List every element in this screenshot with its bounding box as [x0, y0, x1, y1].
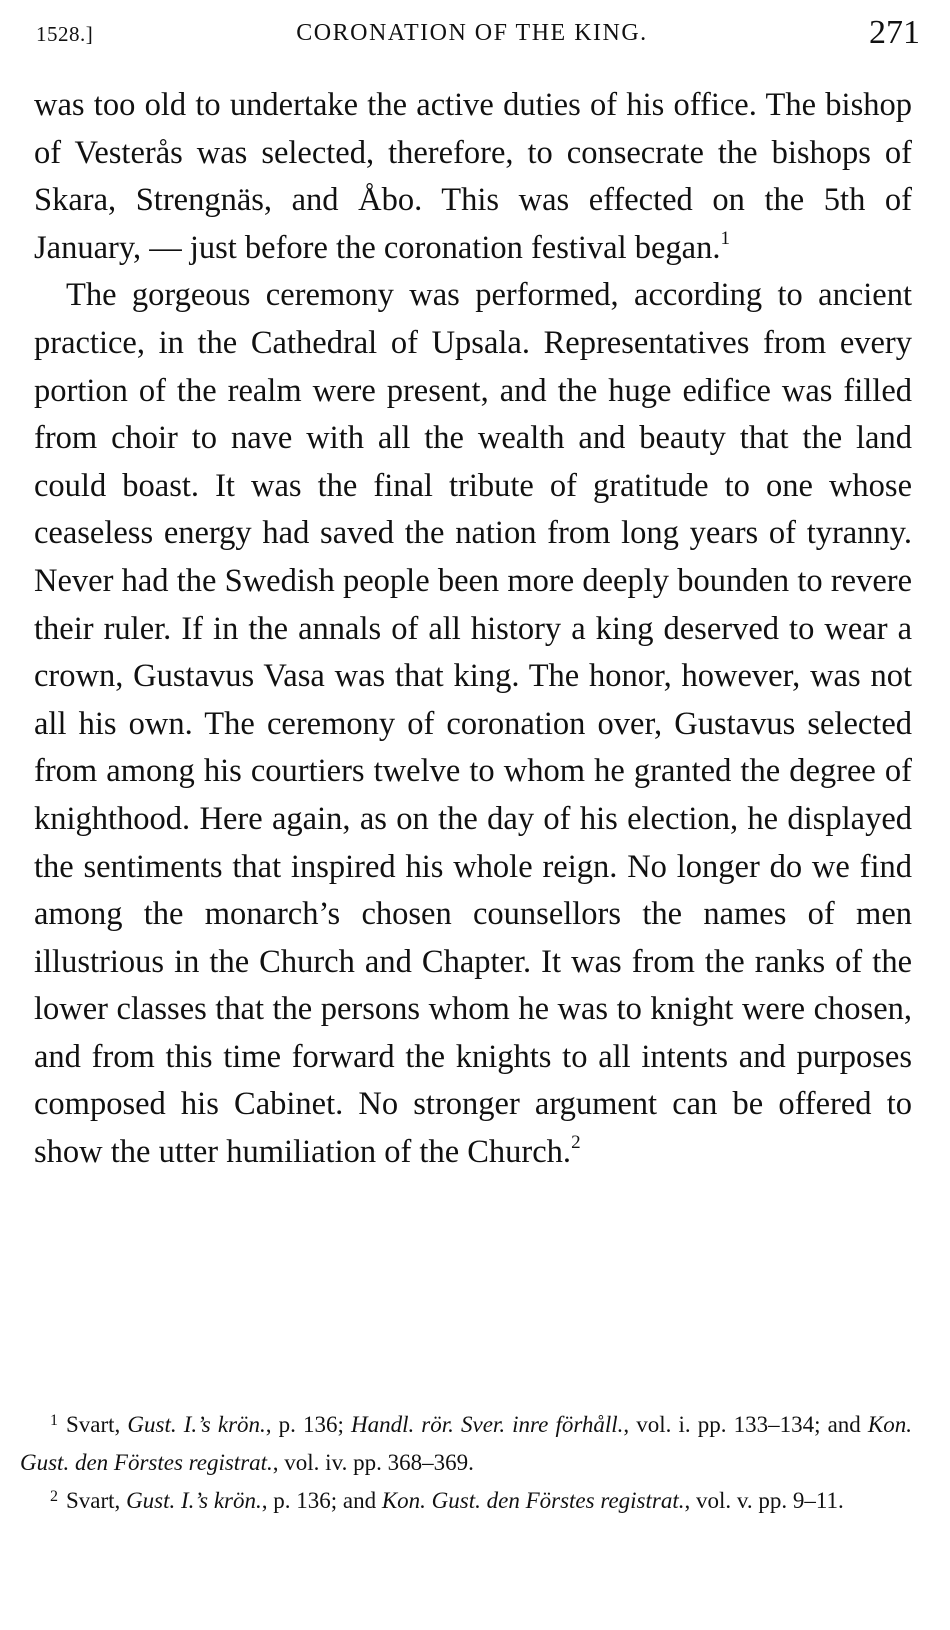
footnote-1-p5: Kon. Gust. den Förstes registrat.: [20, 1412, 912, 1475]
footnote-1-p6: , vol. iv. pp. 368–369.: [272, 1450, 474, 1475]
paragraph-coronation: [34, 272, 912, 1176]
footnote-1-mark: 1: [50, 1412, 58, 1429]
footnote-1-p2: , p. 136;: [265, 1412, 351, 1437]
footnote-1-p4: , vol. i. pp. 133–134; and: [623, 1412, 868, 1437]
footnote-1: [20, 1406, 912, 1482]
footnote-1-p1: Gust. I.’s krön.: [127, 1412, 266, 1437]
footnote-2-p2: , p. 136; and: [261, 1488, 382, 1513]
footnote-2-p4: , vol. v. pp. 9–11.: [684, 1488, 844, 1513]
footnote-2-p1: Gust. I.’s krön.: [126, 1488, 262, 1513]
footnote-1-p0: Svart,: [66, 1412, 128, 1437]
footnote-ref-2: 2: [571, 1132, 581, 1154]
footnote-2-p3: Kon. Gust. den Förstes registrat.: [381, 1488, 685, 1513]
paragraph-continued: [34, 82, 912, 272]
footnote-ref-1: 1: [720, 227, 730, 249]
paragraph-1-text: was too old to undertake the active duties of his office. The bishop of Vesterås was selected, therefore, to consecrate the bishops of Skara, Strengnäs, and Åbo. This was effected on the 5th of January, — just before the coronation festival began.: [34, 87, 912, 266]
running-head-title: CORONATION OF THE KING.: [296, 20, 648, 46]
running-head-date: 1528.]: [36, 22, 94, 46]
footnote-2-p0: Svart,: [66, 1488, 127, 1513]
paragraph-2-text: The gorgeous ceremony was performed, according to ancient practice, in the Cathedral of Upsala. Representatives from every portion of the realm were present, and the huge edifice was filled from choir to nave with all the wealth and beauty that the land could boast. It was the final tribute of gratitude to one whose ceaseless energy had saved the nation from long years of tyranny. Never had the Swedish people been more deeply bounden to revere their ruler. If in the annals of all history a king deserved to wear a crown, Gustavus Vasa was that king. The honor, however, was not all his own. The ceremony of coronation over, Gustavus selected from among his courtiers twelve to whom he granted the degree of knighthood. Here again, as on the day of his election, he displayed the sentiments that inspired his whole reign. No longer do we find among the monarch’s chosen counsellors the names of men illustrious in the Church and Chapter. It was from the ranks of the lower classes that the persons whom he was to knight were chosen, and from this time forward the knights to all intents and purposes composed his Cabinet. No stronger argument can be offered to show the utter humiliation of the Church.: [34, 277, 912, 1171]
page-number: 271: [869, 14, 920, 51]
running-head: [24, 14, 920, 54]
footnote-2-mark: 2: [50, 1488, 58, 1505]
footnote-2: [20, 1482, 912, 1520]
body-text: [34, 82, 912, 1177]
footnotes: [20, 1406, 912, 1520]
footnote-1-p3: Handl. rör. Sver. inre förhåll.: [350, 1412, 624, 1437]
